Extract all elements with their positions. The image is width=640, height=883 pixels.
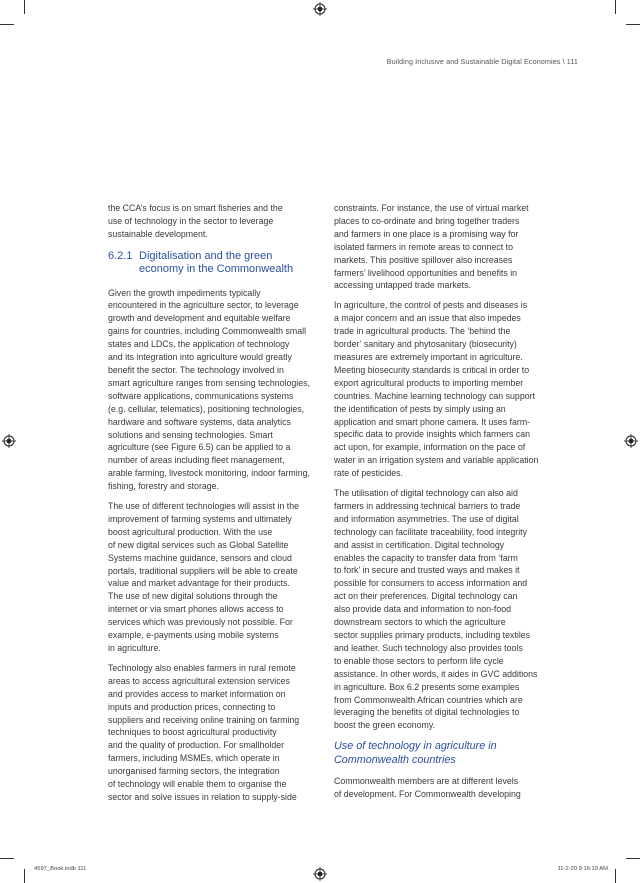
body-paragraph: constraints. For instance, the use of virtual market places to co-ordinate and bring together traders and farmers in one place is a promising way for isolated farmers in remote areas to connect to markets. This positive spillover also increases farmers’ livelihood opportunities and benefits in accessing untapped trade markets. — [334, 203, 529, 291]
running-head: Building Inclusive and Sustainable Digital Economies \ 111 — [386, 57, 578, 66]
crop-mark — [0, 24, 14, 25]
body-paragraph: The utilisation of digital technology can also aid farmers in addressing technical barriers to trade and information asymmetries. The use of digital technology can facilitate traceability, food integrity and assist in certification. Digital technology enables the capacity to transfer data from ‘farm to fork’ in secure and trusted ways and makes it possible for consumers to access information and act on their preferences. Digital technology can also provide data and information to non-food downstream sectors to which the agriculture sector supplies primary products, including textiles and leather. Such technology also provides tools to enable those sectors to perform life cycle assistance. In other words, it aides in GVC additions in agriculture. Box 6.2 presents some examples from Commonwealth African countries which are leveraging the benefits of digital technologies to boost the green economy. — [334, 488, 538, 731]
crop-mark — [24, 0, 25, 14]
body-paragraph: The use of different technologies will assist in the improvement of farming systems and ultimately boost agricultural production. With the use of new digital services such as Global Satellite Systems machine guidance, sensors and cloud portals, traditional suppliers will be able to create value and market advantage for their products. The use of new digital solutions through the internet or via smart phones allows access to services which was previously not possible. For example, e-payments using mobile systems in agriculture. — [108, 501, 300, 653]
body-paragraph: Technology also enables farmers in rural remote areas to access agricultural extension services and provides access to market information on inputs and production prices, connecting to suppliers and receiving online training on farming techniques to boost agricultural productivity and the quality of production. For smallholder farmers, including MSMEs, which operate in unorganised farming sectors, the integration of technology will enable them to organise the sector and solve issues in relation to supply-side — [108, 662, 300, 802]
crop-mark — [24, 869, 25, 883]
slug-date: 11-2-20 9:16:19 AM — [557, 866, 608, 872]
crop-mark — [626, 24, 640, 25]
body-paragraph: Given the growth impediments typically encountered in the agriculture sector, to leverage growth and development and equitable welfare gains for countries, including Commonwealth small states and LDCs, the application of technology and its integration into agriculture would greatly benefit the sector. The technology involved in smart agriculture ranges from sensing technologies, software applications, communications systems (e.g. cellular, telematics), positioning technologies, hardware and software systems, data analytics solutions and sensing technologies. Smart agriculture (see Figure 6.5) can be applied to a number of areas including fleet management, arable farming, livestock monitoring, indoor farming, fishing, forestry and storage. — [108, 287, 310, 492]
slug-file: 4597_Book.indb 111 — [34, 866, 87, 872]
section-heading — [108, 250, 322, 277]
registration-mark-icon — [2, 434, 16, 448]
crop-mark — [0, 858, 14, 859]
registration-mark-icon — [313, 867, 327, 881]
crop-mark — [615, 869, 616, 883]
body-paragraph: Commonwealth members are at different levels of development. For Commonwealth developing — [334, 776, 521, 799]
registration-mark-icon — [313, 2, 327, 16]
section-title: Digitalisation and the green economy in the Commonwealth — [139, 249, 294, 276]
registration-mark-icon — [624, 434, 638, 448]
crop-mark — [615, 0, 616, 14]
body-paragraph: In agriculture, the control of pests and diseases is a major concern and an issue that also impedes trade in agricultural products. The ‘behind the border’ sanitary and phytosanitary (biosecurity) measures are extremely important in agriculture. Meeting biosecurity standards is critical in order to export agricultural products to importing member countries. Machine learning technology can support the identification of pests by simply using an application and smart phone camera. It uses farm- specific data to provide insights which farmers can act upon, for example, information on the pace of water in an irrigation system and variable application rate of pesticides. — [334, 300, 539, 479]
body-paragraph: the CCA’s focus is on smart fisheries and the use of technology in the sector to leverage sustainable development. — [108, 203, 283, 239]
right-column — [334, 202, 550, 808]
section-number: 6.2.1 — [108, 249, 133, 262]
left-column — [108, 202, 322, 811]
crop-mark — [626, 858, 640, 859]
subheading: Use of technology in agriculture in Commonwealth countries — [334, 740, 497, 766]
